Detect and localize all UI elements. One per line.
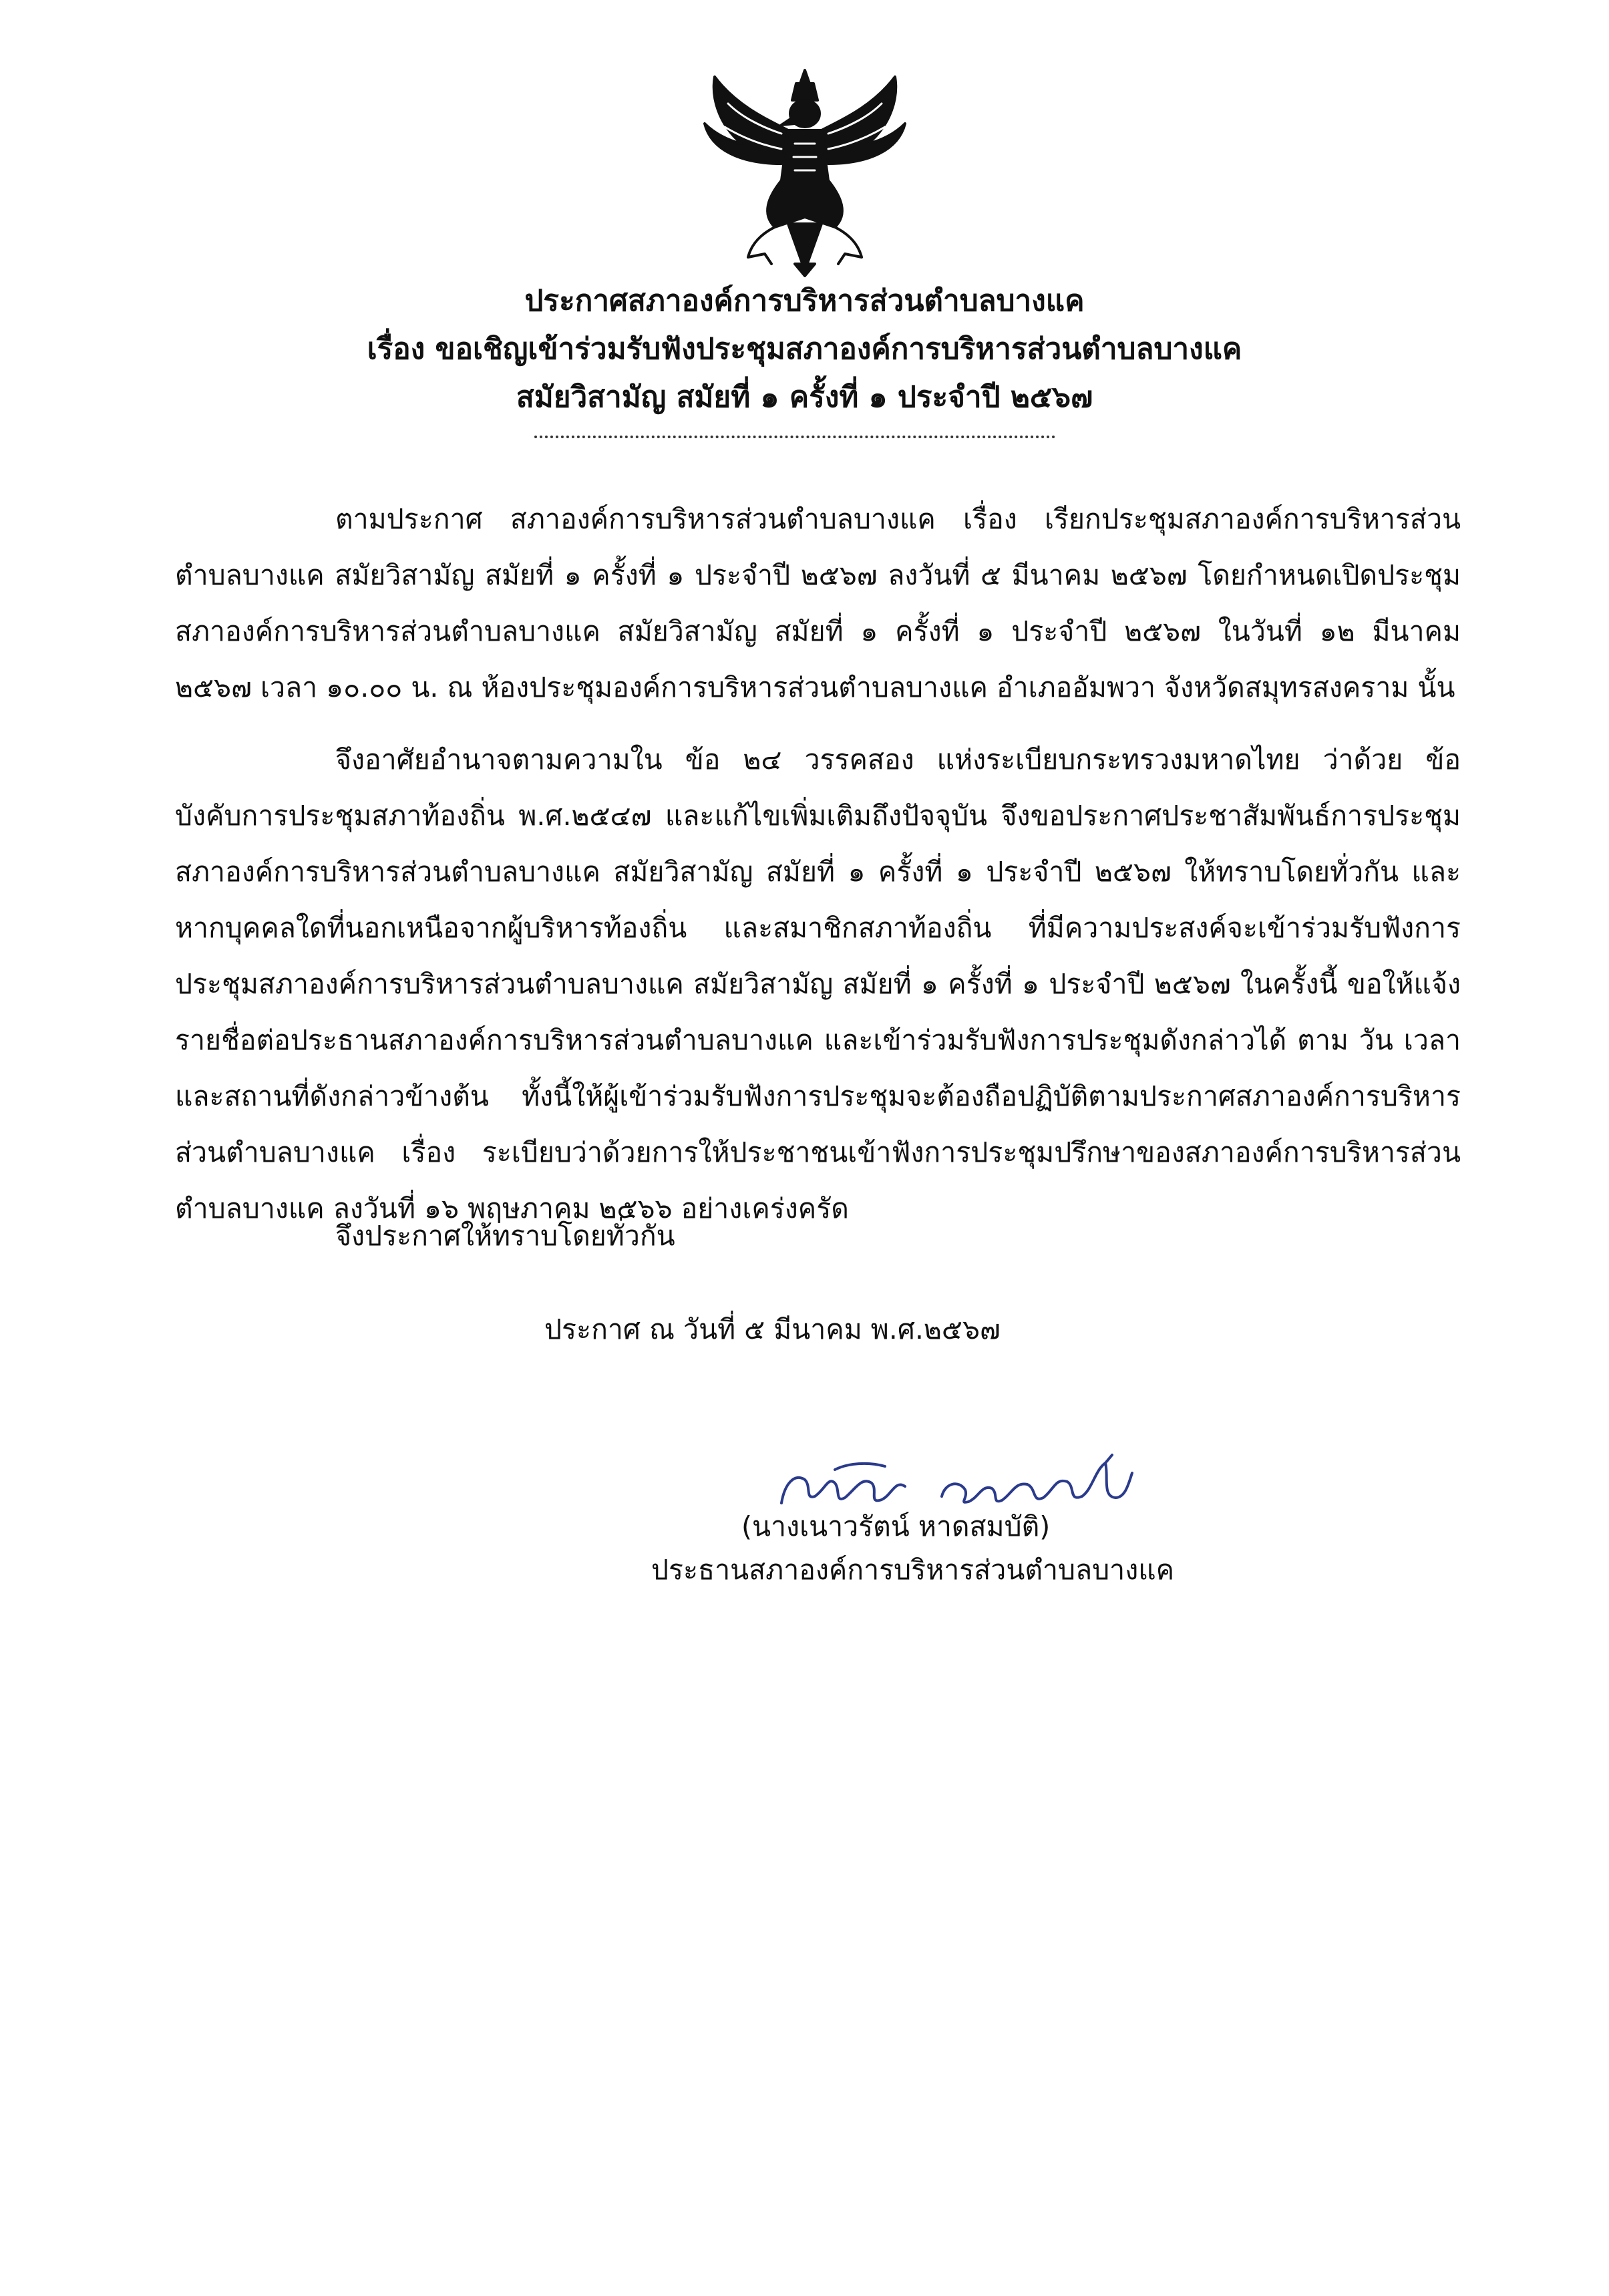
- signer-name: (นางเนาวรัตน์ หาดสมบัติ): [741, 1510, 1051, 1542]
- announcement-title: ประกาศสภาองค์การบริหารส่วนตำบลบางแค: [524, 284, 1085, 318]
- announcement-subject: เรื่อง ขอเชิญเข้าร่วมรับฟังประชุมสภาองค์การบริหารส่วนตำบลบางแค: [367, 332, 1242, 366]
- signer-title: ประธานสภาองค์การบริหารส่วนตำบลบางแค: [651, 1554, 1175, 1586]
- dotted-divider: [534, 436, 1055, 438]
- body-paragraph-2: [175, 731, 1461, 1237]
- proclamation-date: ประกาศ ณ วันที่ ๕ มีนาคม พ.ศ.๒๕๖๗: [544, 1313, 1001, 1345]
- paragraph-1-text: ตามประกาศ สภาองค์การบริหารส่วนตำบลบางแค เรื่อง เรียกประชุมสภาองค์การบริหารส่วนตำบลบางแค สมัยวิสามัญ สมัยที่ ๑ ครั้งที่ ๑ ประจำปี ๒๕๖๗ ลงวันที่ ๕ มีนาคม ๒๕๖๗ โดยกำหนดเปิดประชุมสภาองค์การบริหารส่วนตำบลบางแค สมัยวิสามัญ สมัยที่ ๑ ครั้งที่ ๑ ประจำปี ๒๕๖๗ ในวันที่ ๑๒ มีนาคม ๒๕๖๗ เวลา ๑๐.๐๐ น. ณ ห้องประชุมองค์การบริหารส่วนตำบลบางแค อำเภออัมพวา จังหวัดสมุทรสงคราม นั้น: [175, 503, 1461, 703]
- closing-statement: จึงประกาศให้ทราบโดยทั่วกัน: [335, 1220, 675, 1252]
- paragraph-2-text: จึงอาศัยอำนาจตามความใน ข้อ ๒๔ วรรคสอง แห่งระเบียบกระทรวงมหาดไทย ว่าด้วย ข้อบังคับการประชุมสภาท้องถิ่น พ.ศ.๒๕๔๗ และแก้ไขเพิ่มเติมถึงปัจจุบัน จึงขอประกาศประชาสัมพันธ์การประชุมสภาองค์การบริหารส่วนตำบลบางแค สมัยวิสามัญ สมัยที่ ๑ ครั้งที่ ๑ ประจำปี ๒๕๖๗ ให้ทราบโดยทั่วกัน และหากบุคคลใดที่นอกเหนือจากผู้บริหารท้องถิ่น และสมาชิกสภาท้องถิ่น ที่มีความประสงค์จะเข้าร่วมรับฟังการประชุมสภาองค์การบริหารส่วนตำบลบางแค สมัยวิสามัญ สมัยที่ ๑ ครั้งที่ ๑ ประจำปี ๒๕๖๗ ในครั้งนี้ ขอให้แจ้งรายชื่อต่อประธานสภาองค์การบริหารส่วนตำบลบางแค และเข้าร่วมรับฟังการประชุมดังกล่าวได้ ตาม วัน เวลา และสถานที่ดังกล่าวข้างต้น ทั้งนี้ให้ผู้เข้าร่วมรับฟังการประชุมจะต้องถือปฏิบัติตามประกาศสภาองค์การบริหารส่วนตำบลบางแค เรื่อง ระเบียบว่าด้วยการให้ประชาชนเข้าฟังการประชุมปรึกษาของสภาองค์การบริหารส่วนตำบลบางแค ลงวันที่ ๑๖ พฤษภาคม ๒๕๖๖ อย่างเคร่งครัด: [175, 744, 1461, 1224]
- announcement-session: สมัยวิสามัญ สมัยที่ ๑ ครั้งที่ ๑ ประจำปี ๒๕๖๗: [516, 380, 1093, 414]
- garuda-emblem-icon: [688, 63, 922, 277]
- body-paragraph-1: [175, 491, 1461, 715]
